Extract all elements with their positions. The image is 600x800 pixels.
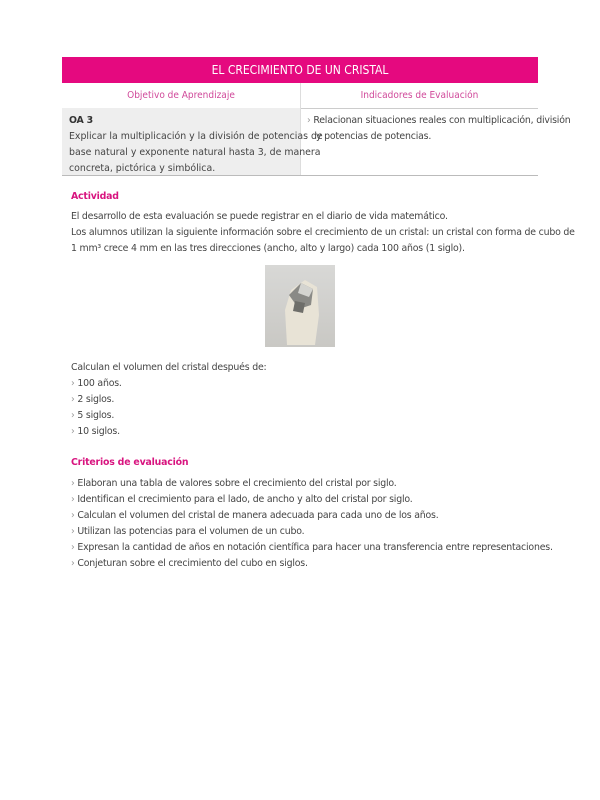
- list-item: › Utilizan las potencias para el volumen de un cubo.: [71, 524, 553, 540]
- oa-text: [69, 129, 323, 177]
- list-item: › Elaboran una tabla de valores sobre el crecimiento del cristal por siglo.: [71, 476, 553, 492]
- page-title: EL CRECIMIENTO DE UN CRISTAL: [62, 57, 538, 83]
- crystal-photo: [265, 265, 335, 347]
- table-bottom-border: [62, 175, 538, 176]
- list-item: › 100 años.: [71, 376, 122, 392]
- list-item: › Identifican el crecimiento para el lado, de ancho y alto del cristal por siglo.: [71, 492, 553, 508]
- criterios-list: [71, 476, 553, 572]
- indicators-header: Indicadores de Evaluación: [360, 90, 479, 101]
- list-item: › Calculan el volumen del cristal de manera adecuada para cada uno de los años.: [71, 508, 553, 524]
- list-item: › 2 siglos.: [71, 392, 122, 408]
- objective-header: Objetivo de Aprendizaje: [127, 90, 235, 101]
- actividad-p2-line1: Los alumnos utilizan la siguiente información sobre el crecimiento de un cristal: un cristal con forma de cubo de: [71, 227, 575, 238]
- criterios-heading: Criterios de evaluación: [71, 457, 189, 468]
- list-item: › 5 siglos.: [71, 408, 122, 424]
- list-item: › Conjeturan sobre el crecimiento del cubo en siglos.: [71, 556, 553, 572]
- oa-line: concreta, pictórica y simbólica.: [69, 163, 216, 174]
- actividad-p1: El desarrollo de esta evaluación se puede registrar en el diario de vida matemático.: [71, 211, 448, 222]
- actividad-p2-line2: 1 mm³ crece 4 mm en las tres direcciones (ancho, alto y largo) cada 100 años (1 siglo).: [71, 243, 465, 254]
- oa-line: Explicar la multiplicación y la división de potencias de: [69, 131, 323, 142]
- oa-code: OA 3: [69, 115, 93, 126]
- actividad-list: [71, 376, 122, 440]
- oa-line: base natural y exponente natural hasta 3, de manera: [69, 147, 321, 158]
- question: Calculan el volumen del cristal después de:: [71, 362, 267, 373]
- indicator-text: [307, 113, 570, 145]
- indicator-line: y potencias de potencias.: [316, 131, 432, 142]
- actividad-heading: Actividad: [71, 191, 119, 202]
- list-item: › 10 siglos.: [71, 424, 122, 440]
- crystal-image: [265, 265, 335, 347]
- list-item: › Expresan la cantidad de años en notación científica para hacer una transferencia entre representaciones.: [71, 540, 553, 556]
- indicator-line: › Relacionan situaciones reales con multiplicación, división: [307, 115, 571, 126]
